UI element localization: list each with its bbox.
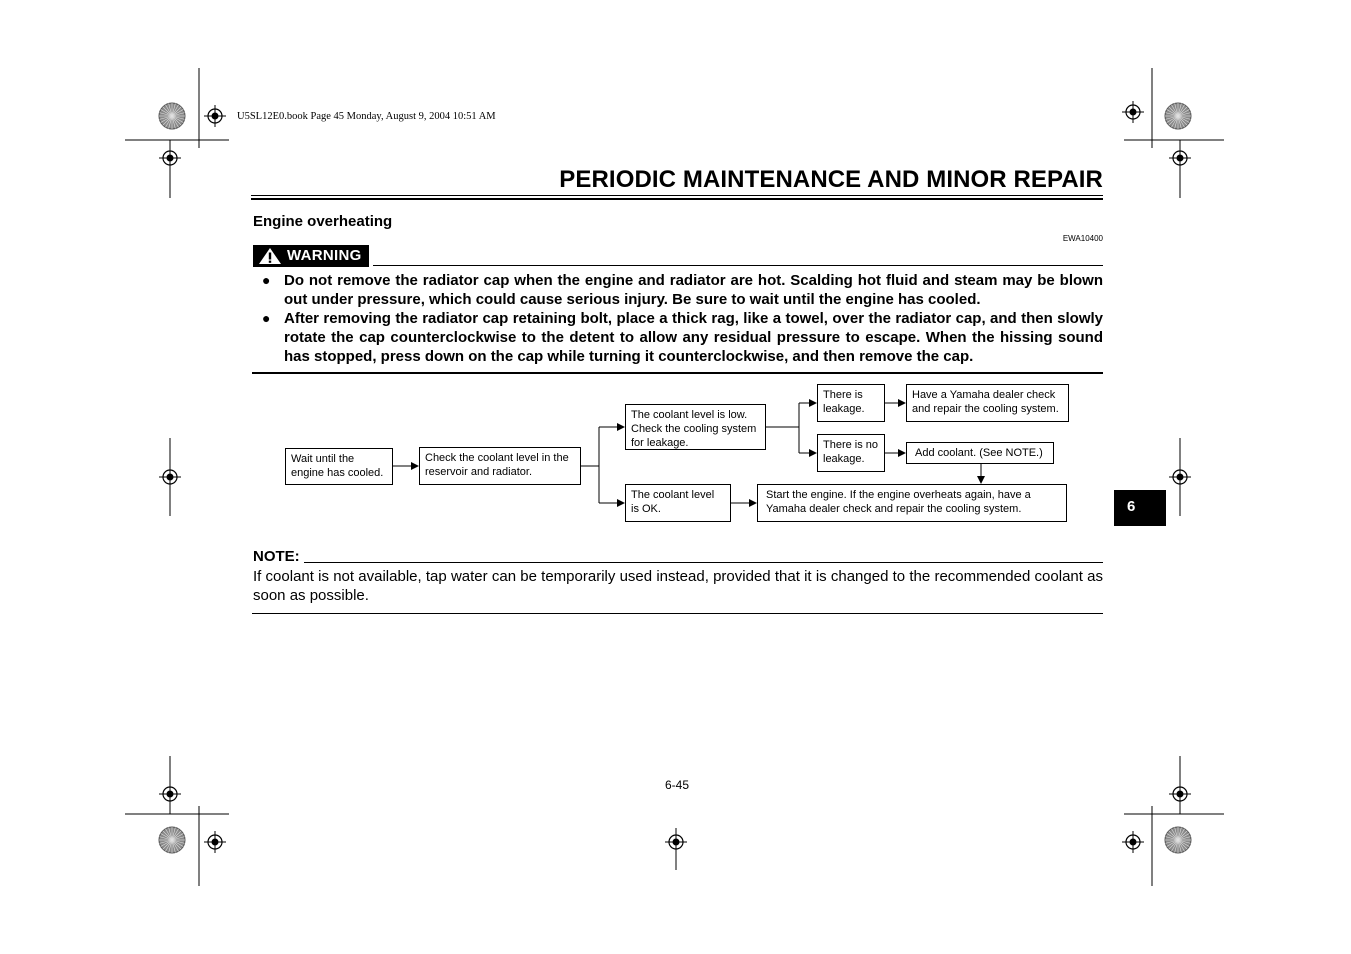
page-number: 6-45: [664, 778, 690, 792]
arrowhead-icon: [898, 449, 906, 457]
arrowhead-icon: [809, 449, 817, 457]
chapter-number: 6: [1127, 498, 1136, 515]
flow-box-leak: There is leakage.: [817, 384, 885, 422]
registration-mark-icon: [159, 783, 181, 805]
arrowhead-icon: [617, 499, 625, 507]
warning-badge: [253, 245, 369, 267]
gray-target-icon: [159, 827, 185, 853]
warning-top-rule: [373, 265, 1103, 266]
warning-item: [262, 271, 1103, 309]
flow-box-ok: The coolant level is OK.: [625, 484, 731, 522]
warning-triangle-icon: [258, 247, 282, 265]
arrowhead-icon: [809, 399, 817, 407]
warning-list: [262, 271, 1103, 366]
warning-item-text: After removing the radiator cap retaining bolt, place a thick rag, like a towel, over the radiator cap, and then slowly rotate the cap counterclockwise to the detent to allow any residual pressure to escape. When the hissing sound has stopped, press down on the cap while turning it counterclockwise, and then remove the cap.: [284, 310, 1103, 365]
warning-code: EWA10400: [1062, 234, 1103, 243]
flow-box-add: Add coolant. (See NOTE.): [906, 442, 1054, 464]
book-info-line: U5SL12E0.book Page 45 Monday, August 9, 2004 10:51 AM: [237, 111, 496, 122]
gray-target-icon: [1165, 103, 1191, 129]
note-label: NOTE:: [253, 548, 300, 565]
registration-mark-icon: [1169, 466, 1191, 488]
arrowhead-icon: [749, 499, 757, 507]
bullet-icon: ●: [262, 310, 271, 326]
note-bottom-rule: [252, 613, 1103, 614]
registration-mark-icon: [159, 147, 181, 169]
flow-box-start: Start the engine. If the engine overheats again, have a Yamaha dealer check and repair the cooling system.: [757, 484, 1067, 522]
page-title: PERIODIC MAINTENANCE AND MINOR REPAIR: [559, 166, 1103, 193]
registration-mark-icon: [1169, 147, 1191, 169]
registration-mark-icon: [1169, 783, 1191, 805]
note-text: If coolant is not available, tap water can be temporarily used instead, provided that it is changed to the recommended coolant as soon as possible.: [253, 568, 1103, 604]
section-heading: Engine overheating: [253, 213, 393, 230]
warning-bottom-rule: [252, 372, 1103, 374]
flow-box-wait: Wait until the engine has cooled.: [285, 448, 393, 485]
registration-mark-icon: [665, 831, 687, 853]
warning-item-text: Do not remove the radiator cap when the engine and radiator are hot. Scalding hot fluid and steam may be blown out under pressure, which could cause serious injury. Be sure to wait until the engine has cooled.: [284, 272, 1103, 308]
arrowhead-icon: [977, 476, 985, 484]
note-top-rule: [304, 562, 1103, 563]
bullet-icon: ●: [262, 272, 271, 288]
registration-mark-icon: [159, 466, 181, 488]
flow-box-low: The coolant level is low. Check the cooling system for leakage.: [625, 404, 766, 450]
arrowhead-icon: [411, 462, 419, 470]
arrowhead-icon: [617, 423, 625, 431]
title-rule-thick: [251, 198, 1103, 200]
flow-box-no-leak: There is no leakage.: [817, 434, 885, 472]
title-rule-thin: [251, 195, 1103, 196]
flow-box-dealer: Have a Yamaha dealer check and repair the cooling system.: [906, 384, 1069, 422]
registration-mark-icon: [1122, 101, 1144, 123]
registration-mark-icon: [1122, 831, 1144, 853]
registration-mark-icon: [204, 105, 226, 127]
arrowhead-icon: [898, 399, 906, 407]
flow-box-check: Check the coolant level in the reservoir and radiator.: [419, 447, 581, 485]
warning-label: WARNING: [287, 247, 362, 264]
gray-target-icon: [159, 103, 185, 129]
registration-mark-icon: [204, 831, 226, 853]
chapter-tab: [1114, 490, 1166, 526]
gray-target-icon: [1165, 827, 1191, 853]
warning-item: [262, 309, 1103, 366]
